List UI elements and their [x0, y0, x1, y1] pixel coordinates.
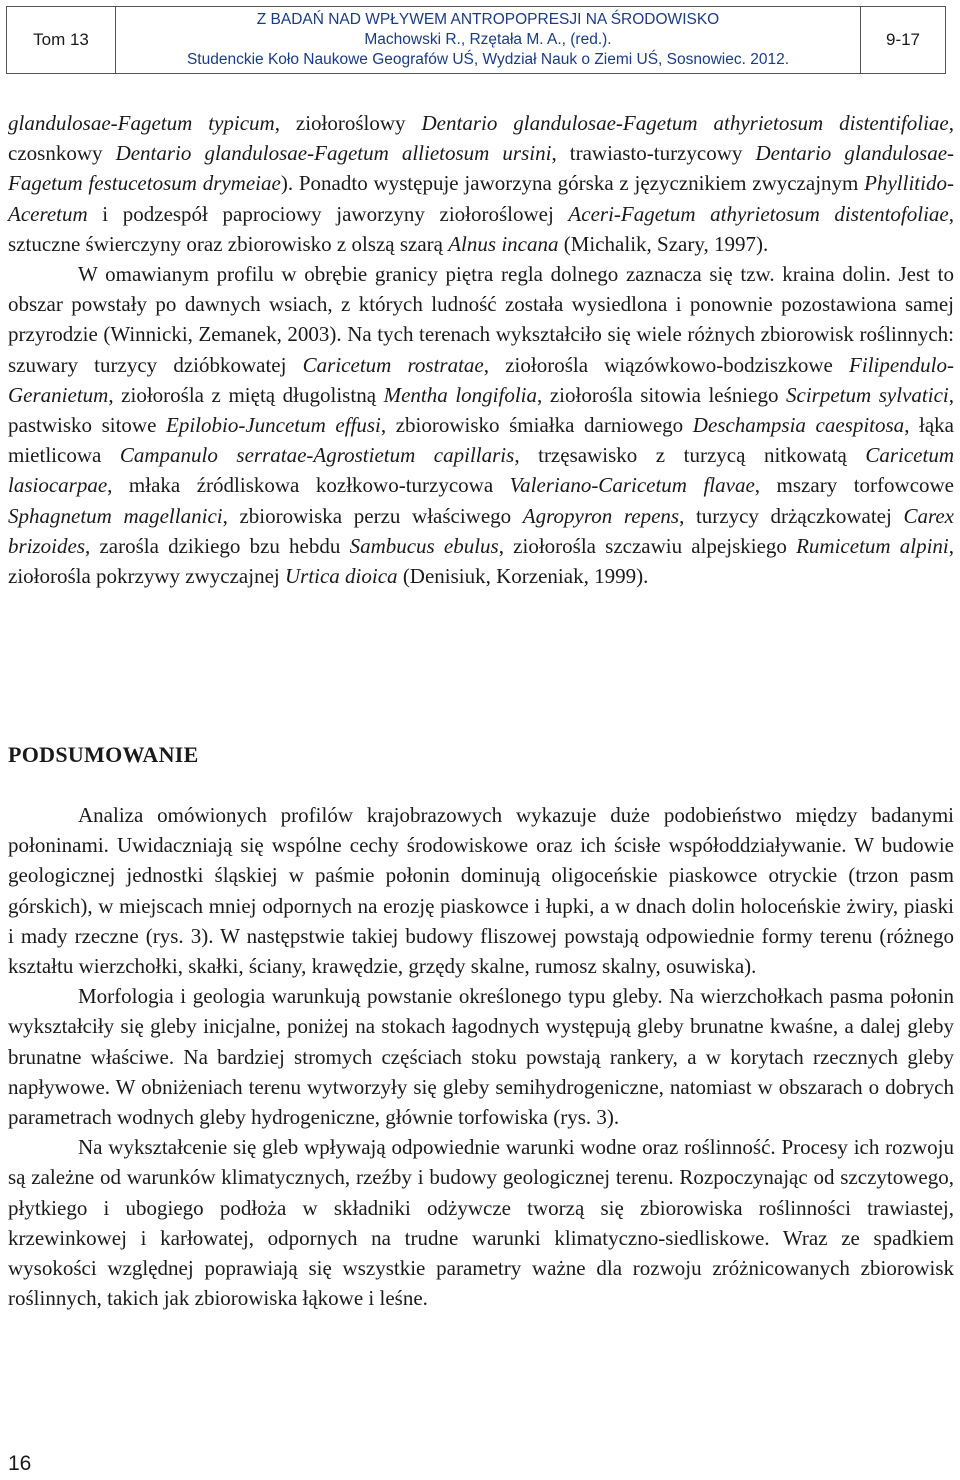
header-title: Z BADAŃ NAD WPŁYWEM ANTROPOPRESJI NA ŚRODOWISKO [256, 11, 720, 28]
text-run: , ziołorośla pokrzywy zwyczajnej [8, 533, 954, 589]
latin-name: Dentario glandulosae-Fagetum athyrietosum distentifoliae [421, 111, 949, 135]
latin-name: Dentario glandulosae-Fagetum festucetosum drymeiae [8, 141, 955, 196]
text-run: W omawianym profilu w obrębie granicy piętra regla dolnego zaznacza się tzw. kraina dolin. Jest to obszar powstały po dawnych wsiach, z których ludność została wysiedlona i ponownie pozostawiona samej przyrodzie (Winnicki, Zemanek, 2003). Na tych terenach wykształciło się wiele różnych zbiorowisk roślinnych: szuwary turzycy dzióbkowatej [8, 262, 954, 377]
latin-name: Sphagnetum magellanici [8, 503, 223, 528]
paragraph [8, 981, 954, 1132]
text-run: , trzęsawisko z turzycą nitkowatą [514, 443, 866, 468]
header-center [116, 7, 861, 73]
text-run: (Denisiuk, Korzeniak, 1999). [397, 564, 649, 589]
latin-name: Agropyron repens [522, 503, 680, 528]
latin-name: Caricetum lasiocarpae [8, 443, 954, 498]
paragraph [8, 1132, 954, 1313]
header-publisher: Studenckie Koło Naukowe Geografów UŚ, Wydział Nauk o Ziemi UŚ, Sosnowiec. 2012. [186, 51, 790, 68]
latin-name: Scirpetum sylvatici [786, 382, 949, 407]
text-run: , sztuczne świerczyny oraz zbiorowisko z olszą szarą [8, 201, 954, 256]
text-run: , zbiorowisko śmiałka darniowego [380, 413, 693, 438]
paragraph [8, 800, 954, 981]
paragraph [8, 108, 954, 259]
page-number: 16 [8, 1452, 32, 1475]
text-run: , ziołorośla sitowia leśniego [537, 382, 787, 407]
text-run: , czosnkowy [8, 111, 954, 166]
latin-name: Rumicetum alpini [796, 533, 949, 558]
text-run: , zarośla dzikiego bzu hebdu [85, 533, 350, 558]
text-run: , zbiorowiska perzu właściwego [222, 503, 523, 528]
text-run: , łąka mietlicowa [8, 413, 955, 468]
text-run: , trawiasto-turzycowy [551, 141, 756, 166]
latin-name: Mentha longifolia [383, 382, 537, 407]
text-run: , turzycy drżączkowatej [679, 503, 904, 528]
latin-name: Caricetum rostratae [302, 352, 484, 377]
latin-name: Urtica dioica [284, 564, 398, 589]
latin-name: Epilobio-Juncetum effusi [166, 413, 381, 438]
latin-name: Aceri-Fagetum athyrietosum distentofoliae [568, 201, 949, 226]
text-run: Analiza omówionych profilów krajobrazowych wykazuje duże podobieństwo między badanymi połoninami. Uwidaczniają się wspólne cechy środowiskowe oraz ich ścisłe współoddziaływanie. W budowie geologicznej jednostki śląskiej w paśmie połonin dominują oligoceńskie piaskowce otryckie (trzon pasm górskich), w miejscach mniej odpornych na erozję piaskowce i łupki, a w dnach dolin holoceńskie żwiry, piaski i mady rzeczne (rys. 3). W następstwie takiej budowy fliszowej powstają odpowiednie formy terenu (różnego kształtu wierzchołki, skałki, ściany, krawędzie, grzędy skalne, rumosz skalny, osuwiska). [8, 803, 954, 979]
text-run: , pastwisko sitowe [8, 382, 954, 438]
body-text-summary [8, 800, 954, 1313]
text-run: Na wykształcenie się gleb wpływają odpowiednie warunki wodne oraz roślinność. Procesy ich rozwoju są zależne od warunków klimatycznych, rzeźby i budowy geologicznej terenu. Rozpoczynając od szczytowego, płytkiego i ubogiego podłoża w składniki odżywcze tworzą się zbiorowiska roślinności trawiastej, krzewinkowej i karłowatej, odpornych na trudne warunki klimatyczno-siedliskowe. Wraz ze spadkiem wysokości względnej poprawiają się wszystkie parametry ważne dla rozwoju zróżnicowanych zbiorowisk roślinnych, takich jak zbiorowiska łąkowe i leśne. [8, 1135, 954, 1311]
text-run: , ziołoroślowy [274, 111, 422, 135]
latin-name: Dentario glandulosae-Fagetum allietosum ursini [115, 141, 552, 166]
text-run: , ziołorośla szczawiu alpejskiego [498, 533, 797, 558]
latin-name: Valeriano-Caricetum flavae [509, 473, 755, 498]
latin-name: glandulosae-Fagetum typicum [8, 111, 275, 135]
running-header [6, 6, 946, 74]
latin-name: Phyllitido-Aceretum [8, 171, 954, 226]
text-run: i podzespół paprociowy jaworzyny ziołoroślowej [87, 201, 569, 226]
text-run: , mszary torfowcowe [754, 473, 954, 498]
header-editors: Machowski R., Rzętała M. A., (red.). [364, 31, 612, 48]
text-run: , ziołorośla z miętą długolistną [108, 382, 384, 407]
latin-name: Deschampsia caespitosa [692, 413, 905, 438]
text-run: Morfologia i geologia warunkują powstanie określonego typu gleby. Na wierzchołkach pasma połonin wykształciły się gleby inicjalne, poniżej na stokach łagodnych występują gleby brunatne kwaśne, a dalej gleby brunatne właściwe. Na bardziej stromych częściach stoku powstają rankery, a w korytach rzecznych gleby napływowe. W obniżeniach terenu wytworzyły się gleby semihydrogeniczne, natomiast w obszarach o dobrych parametrach wodnych gleby hydrogeniczne, głównie torfowiska (rys. 3). [8, 984, 954, 1130]
section-heading: PODSUMOWANIE [8, 742, 199, 767]
text-run: ). Ponadto występuje jaworzyna górska z języcznikiem zwyczajnym [280, 171, 865, 196]
header-pages: 9-17 [885, 30, 921, 49]
latin-name: Filipendulo-Geranietum [8, 352, 955, 407]
latin-name: Sambucus ebulus [349, 533, 499, 558]
header-volume: Tom 13 [7, 7, 116, 73]
text-run: , ziołorośla wiązówkowo-bodziszkowe [483, 352, 850, 377]
latin-name: Campanulo serratae-Agrostietum capillaris [119, 443, 515, 468]
latin-name: Alnus incana [448, 231, 559, 256]
text-run: , młaka źródliskowa kozłkowo-turzycowa [107, 473, 510, 498]
latin-name: Carex brizoides [8, 503, 954, 558]
text-run: (Michalik, Szary, 1997). [558, 231, 769, 256]
paragraph [8, 259, 954, 591]
body-text-top [8, 108, 954, 591]
